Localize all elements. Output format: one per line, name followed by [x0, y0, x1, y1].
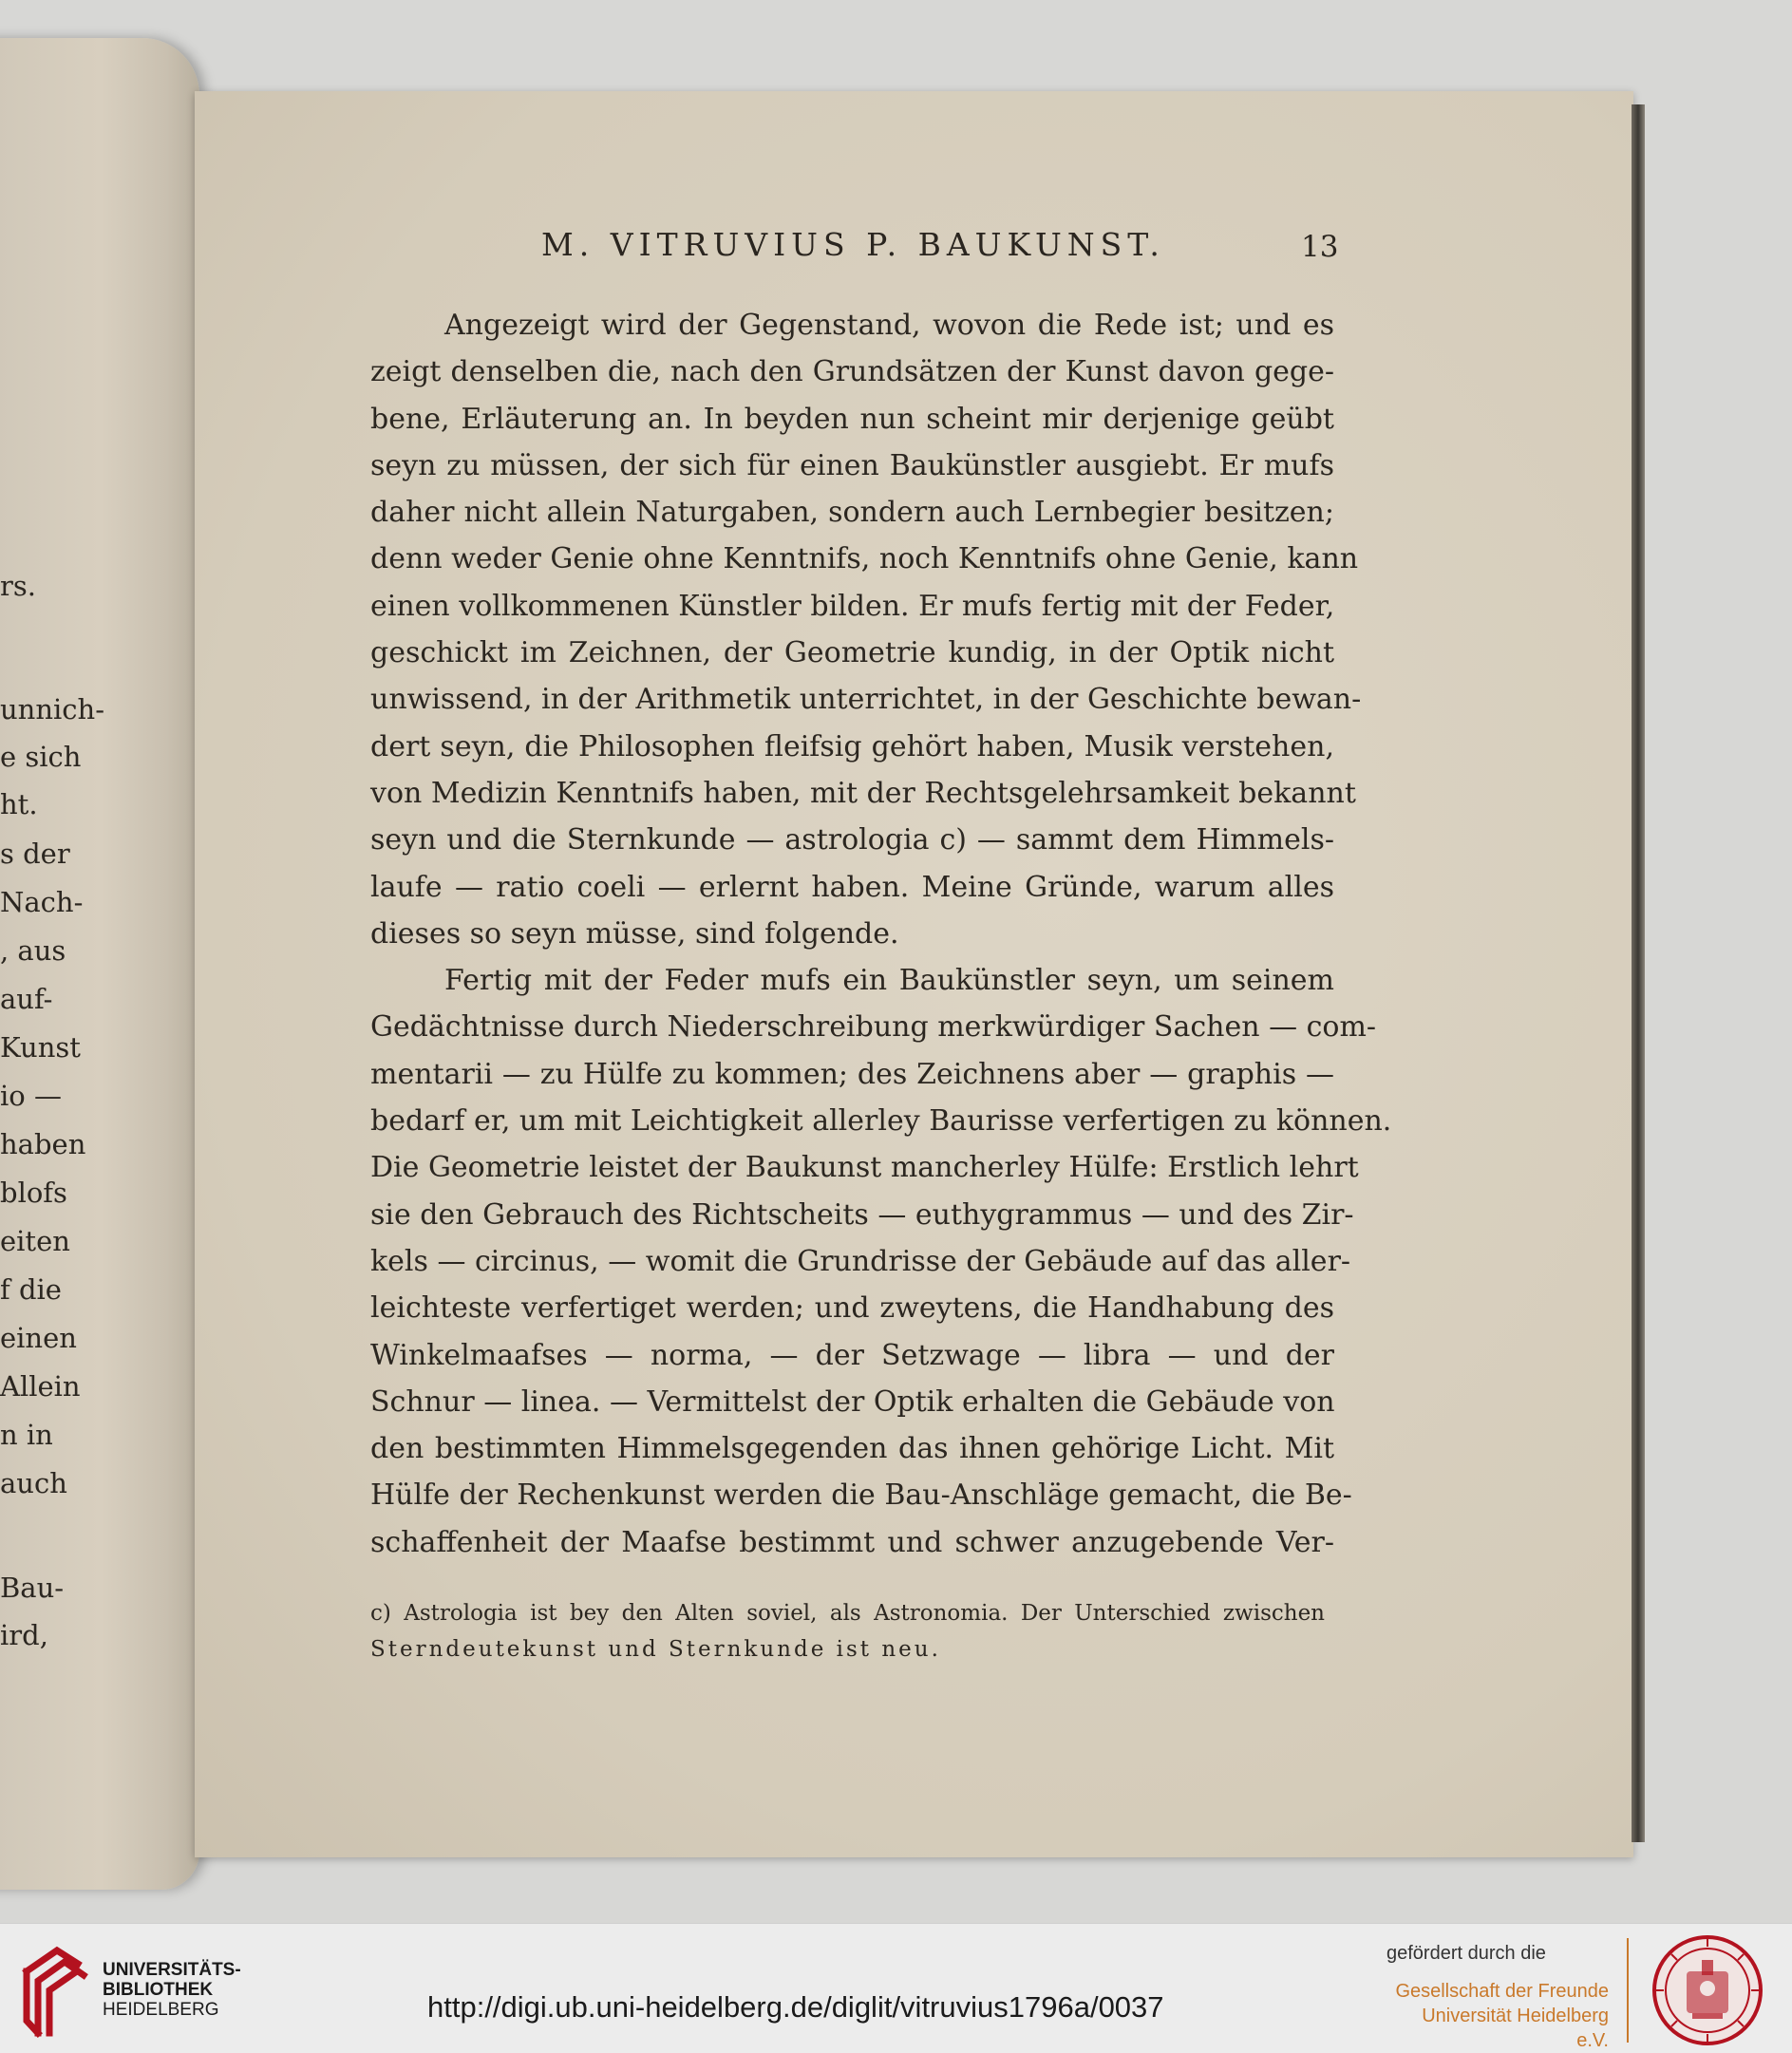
footnote-line: Sterndeutekunst und Sternkunde ist neu.: [370, 1637, 941, 1662]
text-line: von Medizin Kenntnifs haben, mit der Rechtsgelehrsamkeit bekannt: [370, 776, 1356, 810]
text-line: den bestimmten Himmelsgegenden das ihnen gehörige Licht. Mit: [370, 1432, 1334, 1466]
page-block-edge: [1632, 104, 1645, 1842]
text-line: schaffenheit der Maafse bestimmt und schwer anzugebende Ver-: [370, 1525, 1334, 1559]
text-line: daher nicht allein Naturgaben, sondern auch Lernbegier besitzen;: [370, 496, 1334, 530]
library-name: [103, 1960, 241, 2020]
text-line: Schnur — linea. — Vermittelst der Optik erhalten die Gebäude von: [370, 1384, 1335, 1419]
left-page-fragment: io —: [0, 1080, 62, 1112]
left-page-fragment: blofs: [0, 1177, 67, 1209]
left-page-fragment: auch: [0, 1467, 67, 1499]
library-name-line: BIBLIOTHEK: [103, 1980, 214, 2000]
text-line: Angezeigt wird der Gegenstand, wovon die Rede ist; und es: [444, 309, 1334, 342]
text-line: seyn und die Sternkunde — astrologia c) — sammt dem Himmels-: [370, 823, 1334, 857]
left-page-fragment: s der: [0, 838, 70, 870]
page-number: 13: [1301, 230, 1339, 264]
text-line: einen vollkommenen Künstler bilden. Er mufs fertig mit der Feder,: [370, 589, 1335, 623]
permalink-url[interactable]: http://digi.ub.uni-heidelberg.de/diglit/vitruvius1796a/0037: [427, 1990, 1164, 2024]
text-line: unwissend, in der Arithmetik unterrichtet, in der Geschichte bewan-: [370, 683, 1362, 717]
text-line: sie den Gebrauch des Richtscheits — euthygrammus — und des Zir-: [370, 1197, 1354, 1232]
library-name-line: HEIDELBERG: [103, 2000, 219, 2020]
left-page-fragment: n in: [0, 1419, 53, 1451]
footnote-line: c) Astrologia ist bey den Alten soviel, als Astronomia. Der Unterschied zwischen: [370, 1601, 1325, 1626]
footer-divider: [1627, 1938, 1629, 2043]
text-line: Hülfe der Rechenkunst werden die Bau-Anschläge gemacht, die Be-: [370, 1479, 1352, 1513]
left-page-fragment: Bau-: [0, 1572, 65, 1604]
left-page-fragment: e sich: [0, 741, 82, 773]
sponsor-name-line: Universität Heidelberg e.V.: [1422, 2006, 1609, 2051]
text-line: dert seyn, die Philosophen fleifsig gehört haben, Musik verstehen,: [370, 729, 1334, 763]
text-line: Fertig mit der Feder mufs ein Baukünstler seyn, um seinem: [444, 964, 1334, 998]
library-logo-icon[interactable]: [19, 1943, 90, 2038]
text-line: dieses so seyn müsse, sind folgende.: [370, 916, 899, 951]
text-line: mentarii — zu Hülfe zu kommen; des Zeichnens aber — graphis —: [370, 1057, 1334, 1091]
text-line: zeigt denselben die, nach den Grundsätzen der Kunst davon gege-: [370, 355, 1334, 389]
left-page-fragment: auf-: [0, 983, 53, 1015]
text-line: Gedächtnisse durch Niederschreibung merkwürdiger Sachen — com-: [370, 1010, 1377, 1045]
left-page-fragment: unnich-: [0, 693, 105, 725]
left-page-fragment: f die: [0, 1273, 62, 1306]
text-line: Die Geometrie leistet der Baukunst mancherley Hülfe: Erstlich lehrt: [370, 1151, 1359, 1185]
sponsor-name-line: Gesellschaft der Freunde: [1395, 1981, 1609, 2002]
library-name-line: UNIVERSITÄTS-: [103, 1960, 241, 1980]
left-page-fragment: einen: [0, 1322, 77, 1354]
sponsor-name[interactable]: [1386, 1979, 1609, 2053]
text-line: leichteste verfertiget werden; und zweytens, die Handhabung des: [370, 1291, 1334, 1326]
left-page-fragment: Kunst: [0, 1031, 81, 1064]
left-page-fragment: rs.: [0, 570, 36, 602]
left-page-fragment: haben: [0, 1128, 86, 1160]
body-text: [370, 302, 1392, 1566]
running-head: M. VITRUVIUS P. BAUKUNST.: [541, 226, 1165, 263]
left-page-fragment: Allein: [0, 1370, 81, 1403]
text-line: bedarf er, um mit Leichtigkeit allerley Baurisse verfertigen zu können.: [370, 1104, 1392, 1139]
viewer-footer: [0, 1923, 1792, 2053]
left-page-edge: [0, 38, 199, 1890]
text-line: denn weder Genie ohne Kenntnifs, noch Kenntnifs ohne Genie, kann: [370, 542, 1359, 576]
text-line: kels — circinus, — womit die Grundrisse der Gebäude auf das aller-: [370, 1244, 1351, 1278]
footnote: [370, 1595, 1325, 1667]
left-page-fragment: ird,: [0, 1619, 48, 1651]
text-line: seyn zu müssen, der sich für einen Baukünstler ausgiebt. Er mufs: [370, 448, 1334, 482]
left-page-fragment: Nach-: [0, 886, 84, 918]
text-line: geschickt im Zeichnen, der Geometrie kundig, in der Optik nicht: [370, 636, 1334, 670]
sponsor-caption: gefördert durch die: [1386, 1943, 1546, 1964]
text-line: Winkelmaafses — norma, — der Setzwage — libra — und der: [370, 1338, 1334, 1372]
left-page-fragment: , aus: [0, 934, 66, 967]
text-line: laufe — ratio coeli — erlernt haben. Meine Gründe, warum alles: [370, 870, 1334, 904]
left-page-fragment: eiten: [0, 1225, 70, 1257]
university-seal-icon: [1651, 1933, 1764, 2047]
text-line: bene, Erläuterung an. In beyden nun scheint mir derjenige geübt: [370, 402, 1334, 436]
left-page-fragment: ht.: [0, 788, 38, 820]
